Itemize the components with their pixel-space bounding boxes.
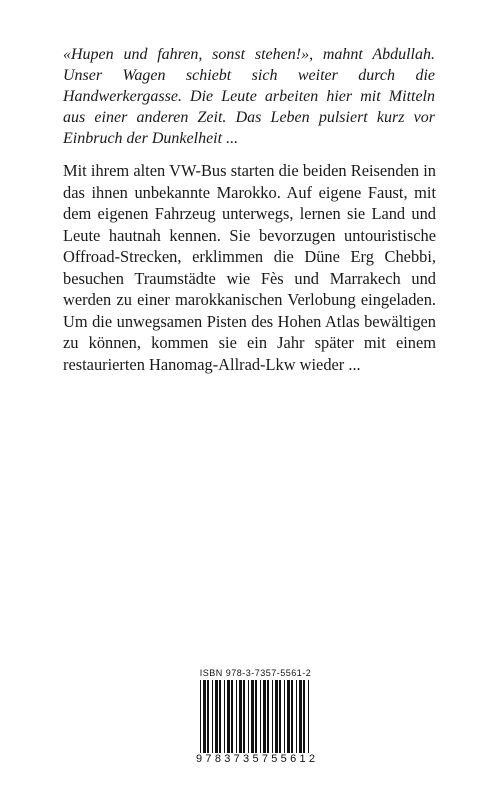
barcode-bar [279,680,281,756]
barcode-digit: 5 [280,753,287,765]
barcode-bar [291,680,293,756]
barcode-digit: 2 [308,753,315,765]
barcode-bars [196,680,315,760]
barcode-bar [200,680,201,756]
barcode-bar [236,680,237,756]
barcode-bar [272,680,273,756]
barcode-digit: 7 [233,753,240,765]
barcode-bar [267,680,269,756]
barcode-digit: 5 [252,753,259,765]
barcode-bar [215,680,218,756]
barcode-bar [263,680,266,756]
barcode-bar [284,680,285,756]
barcode-digit: 9 [196,753,203,765]
barcode-bar [207,680,209,756]
barcode-bar [251,680,254,756]
barcode-digit: 1 [299,753,306,765]
barcode-bar [260,680,261,756]
barcode-bar [255,680,257,756]
barcode-digit: 8 [214,753,221,765]
barcode-digit: 7 [261,753,268,765]
barcode-digit: 3 [224,753,231,765]
barcode-bar [212,680,213,756]
barcode-bar [224,680,225,756]
barcode-bar [239,680,242,756]
barcode-bar [203,680,206,756]
barcode-bar [231,680,233,756]
isbn-label: ISBN 978-3-7357-5561-2 [199,668,312,678]
book-blurb: Mit ihrem alten VW-Bus starten die beiden Reisenden in das ihnen unbekannte Marokko. Auf eigene Faust, mit dem eigenen Fahrzeug unterwegs, lernen sie Land und Leute hautnah kennen. Sie bevorzugen untouristische Offroad-Strecken, erklimmen die Düne Erg Chebbi, besuchen Traumstädte wie Fès und Marrakech und werden zu einer marokkanischen Verlobung eingeladen. Um die unwegsamen Pisten des Hohen Atlas bewältigen zu können, kommen sie ein Jahr später mit einem restaurierten Hanomag-Allrad-Lkw wieder ... [63,161,436,374]
barcode-bar [287,680,290,756]
barcode-digit: 3 [243,753,250,765]
barcode-bar [275,680,278,756]
barcode-digits [196,753,315,765]
barcode-bar [248,680,249,756]
barcode-bar [308,680,309,756]
barcode-bar [299,680,302,756]
barcode-bar [227,680,230,756]
barcode-digit: 7 [205,753,212,765]
barcode-digit: 5 [271,753,278,765]
isbn-barcode [196,668,315,769]
cover-quote: «Hupen und fahren, sonst stehen!», mahnt Abdullah. Unser Wagen schiebt sich weiter durch die Handwerkergasse. Die Leute arbeiten hier mit Mitteln aus einer anderen Zeit. Das Leben pulsiert kurz vor Einbruch der Dunkelheit ... [63,46,435,147]
barcode-bar [296,680,297,756]
barcode-bar [303,680,305,756]
barcode-digit: 6 [290,753,297,765]
barcode-bar [243,680,245,756]
barcode-bar [219,680,221,756]
